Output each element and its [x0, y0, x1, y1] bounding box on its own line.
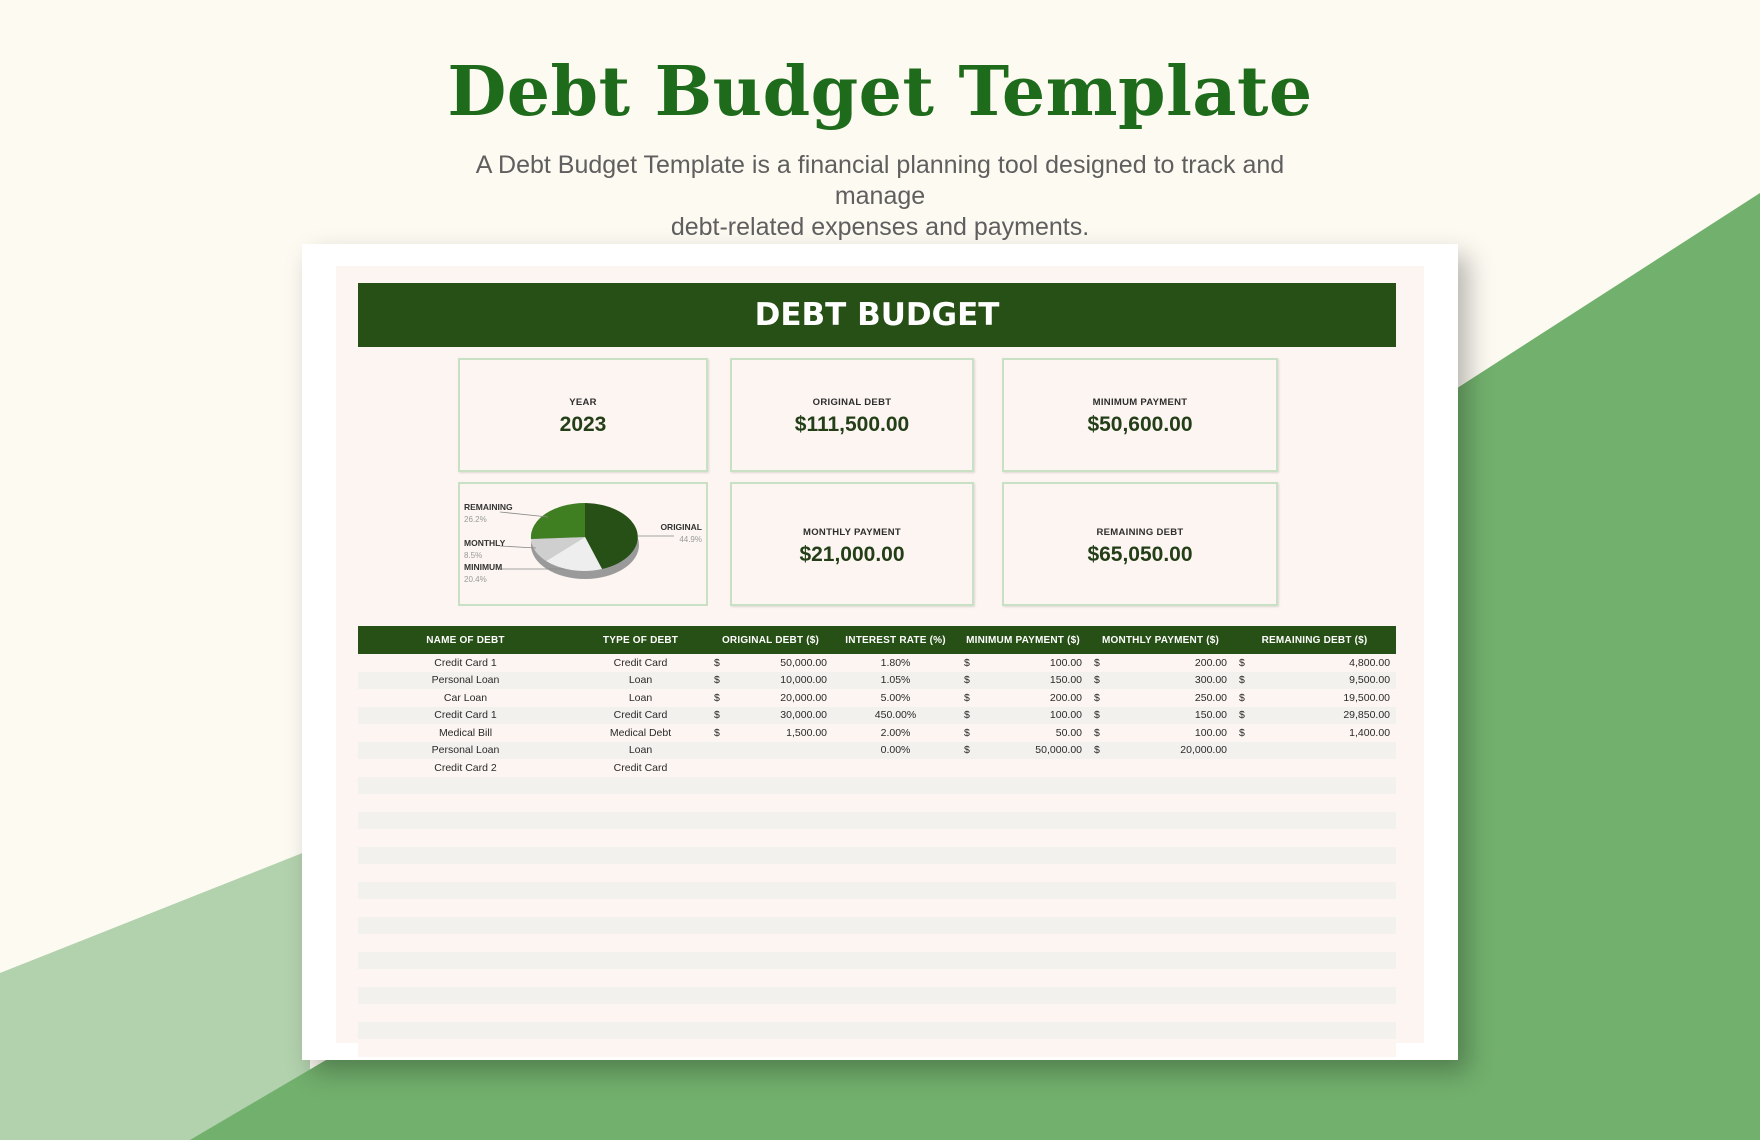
cell-currency: [708, 742, 738, 760]
empty-table-row: [358, 794, 1396, 812]
cell-currency: $: [708, 707, 738, 725]
monthly-payment-value: $21,000.00: [799, 543, 905, 566]
empty-cell: [358, 899, 1396, 917]
cell-monthly-payment: [1118, 759, 1233, 777]
header-monthly-payment: MONTHLY PAYMENT ($): [1088, 626, 1233, 654]
table-row: [358, 724, 1396, 742]
cell-name: Credit Card 2: [358, 759, 573, 777]
empty-cell: [358, 1022, 1396, 1040]
cell-currency: $: [1088, 742, 1118, 760]
cell-monthly-payment: 200.00: [1118, 654, 1233, 672]
cell-name: Personal Loan: [358, 742, 573, 760]
empty-table-row: [358, 899, 1396, 917]
table-row: [358, 654, 1396, 672]
table-row: [358, 742, 1396, 760]
empty-cell: [358, 934, 1396, 952]
cell-original-debt: 50,000.00: [738, 654, 833, 672]
pie-pct-minimum: 20.4%: [464, 575, 487, 584]
pie-pct-original: 44.9%: [679, 535, 702, 544]
cell-remaining-debt: 1,400.00: [1263, 724, 1396, 742]
cell-currency: $: [1233, 707, 1263, 725]
cell-remaining-debt: 9,500.00: [1263, 672, 1396, 690]
page-title: Debt Budget Template: [447, 52, 1313, 132]
cell-remaining-debt: [1263, 742, 1396, 760]
debt-budget-banner: DEBT BUDGET: [358, 283, 1396, 347]
table-row: [358, 707, 1396, 725]
empty-table-row: [358, 812, 1396, 830]
cell-currency: $: [1233, 724, 1263, 742]
pie-pct-remaining: 26.2%: [464, 515, 487, 524]
pie-chart: [460, 484, 710, 608]
empty-cell: [358, 917, 1396, 935]
cell-currency: $: [1088, 689, 1118, 707]
minimum-payment-label: MINIMUM PAYMENT: [1092, 397, 1188, 408]
pie-slice-remaining: [531, 503, 585, 539]
empty-cell: [358, 829, 1396, 847]
empty-table-row: [358, 969, 1396, 987]
empty-table-row: [358, 934, 1396, 952]
cell-name: Credit Card 1: [358, 654, 573, 672]
pie-label-original: ORIGINAL: [660, 522, 702, 532]
empty-cell: [358, 987, 1396, 1005]
page-subtitle: [430, 150, 1330, 243]
spreadsheet-preview: [302, 244, 1458, 1060]
cell-minimum-payment: 100.00: [988, 654, 1088, 672]
empty-cell: [358, 847, 1396, 865]
original-debt-value: $111,500.00: [794, 413, 910, 436]
debt-table: [358, 626, 1396, 1057]
cell-type: Credit Card: [573, 759, 708, 777]
pie-pct-monthly: 8.5%: [464, 551, 483, 560]
cell-currency: $: [1088, 654, 1118, 672]
year-card: [458, 358, 708, 472]
empty-cell: [358, 864, 1396, 882]
cell-interest-rate: 2.00%: [833, 724, 958, 742]
cell-currency: [708, 759, 738, 777]
header-remaining-debt: REMAINING DEBT ($): [1233, 626, 1396, 654]
cell-remaining-debt: 19,500.00: [1263, 689, 1396, 707]
table-row: [358, 759, 1396, 777]
remaining-debt-value: $65,050.00: [1087, 543, 1193, 566]
table-row: [358, 672, 1396, 690]
cell-monthly-payment: 300.00: [1118, 672, 1233, 690]
cell-minimum-payment: [988, 759, 1088, 777]
cell-type: Credit Card: [573, 707, 708, 725]
empty-cell: [358, 794, 1396, 812]
original-debt-card: [730, 358, 974, 472]
cell-currency: $: [1233, 672, 1263, 690]
cell-monthly-payment: 100.00: [1118, 724, 1233, 742]
year-label: YEAR: [569, 397, 597, 408]
table-header-row: [358, 626, 1396, 654]
header-type-of-debt: TYPE OF DEBT: [573, 626, 708, 654]
remaining-debt-label: REMAINING DEBT: [1096, 527, 1184, 538]
empty-cell: [358, 882, 1396, 900]
pie-chart-card: [458, 482, 708, 606]
empty-table-row: [358, 1022, 1396, 1040]
cell-currency: [958, 759, 988, 777]
pie-label-remaining: REMAINING: [464, 502, 513, 512]
cell-original-debt: 10,000.00: [738, 672, 833, 690]
empty-table-row: [358, 847, 1396, 865]
empty-table-row: [358, 917, 1396, 935]
header-original-debt: ORIGINAL DEBT ($): [708, 626, 833, 654]
light-green-band: [0, 850, 310, 1140]
header-minimum-payment: MINIMUM PAYMENT ($): [958, 626, 1088, 654]
cell-name: Credit Card 1: [358, 707, 573, 725]
cell-type: Loan: [573, 689, 708, 707]
empty-table-row: [358, 864, 1396, 882]
cell-monthly-payment: 20,000.00: [1118, 742, 1233, 760]
subtitle-line-2: debt-related expenses and payments.: [670, 213, 1090, 241]
cell-minimum-payment: 150.00: [988, 672, 1088, 690]
cell-currency: $: [708, 654, 738, 672]
cell-monthly-payment: 150.00: [1118, 707, 1233, 725]
empty-cell: [358, 777, 1396, 795]
empty-table-row: [358, 952, 1396, 970]
cell-currency: [1233, 759, 1263, 777]
empty-table-row: [358, 1039, 1396, 1057]
pie-label-monthly: MONTHLY: [464, 538, 506, 548]
cell-type: Credit Card: [573, 654, 708, 672]
cell-currency: $: [958, 724, 988, 742]
cell-type: Loan: [573, 672, 708, 690]
cell-currency: [1088, 759, 1118, 777]
leader-remaining: [500, 512, 548, 517]
cell-interest-rate: 0.00%: [833, 742, 958, 760]
cell-currency: $: [1233, 654, 1263, 672]
cell-currency: $: [1088, 672, 1118, 690]
original-debt-label: ORIGINAL DEBT: [812, 397, 892, 408]
cell-currency: $: [958, 654, 988, 672]
monthly-payment-card: [730, 482, 974, 606]
cell-name: Medical Bill: [358, 724, 573, 742]
cell-original-debt: [738, 742, 833, 760]
cell-minimum-payment: 100.00: [988, 707, 1088, 725]
header-interest-rate: INTEREST RATE (%): [833, 626, 958, 654]
cell-currency: $: [708, 724, 738, 742]
cell-name: Personal Loan: [358, 672, 573, 690]
debt-table-body: [358, 654, 1396, 1057]
cell-remaining-debt: [1263, 759, 1396, 777]
cell-type: Loan: [573, 742, 708, 760]
cell-minimum-payment: 50.00: [988, 724, 1088, 742]
cell-monthly-payment: 250.00: [1118, 689, 1233, 707]
empty-table-row: [358, 987, 1396, 1005]
cell-remaining-debt: 29,850.00: [1263, 707, 1396, 725]
cell-name: Car Loan: [358, 689, 573, 707]
pie-label-minimum: MINIMUM: [464, 562, 503, 572]
remaining-debt-card: [1002, 482, 1278, 606]
empty-table-row: [358, 882, 1396, 900]
cell-currency: $: [958, 672, 988, 690]
table-row: [358, 689, 1396, 707]
empty-cell: [358, 1039, 1396, 1057]
cell-original-debt: [738, 759, 833, 777]
cell-currency: $: [958, 707, 988, 725]
cell-original-debt: 30,000.00: [738, 707, 833, 725]
cell-currency: $: [958, 742, 988, 760]
year-value: 2023: [559, 413, 607, 436]
empty-table-row: [358, 1004, 1396, 1022]
header-name-of-debt: NAME OF DEBT: [358, 626, 573, 654]
empty-table-row: [358, 777, 1396, 795]
empty-table-row: [358, 829, 1396, 847]
empty-cell: [358, 969, 1396, 987]
empty-cell: [358, 812, 1396, 830]
cell-interest-rate: 5.00%: [833, 689, 958, 707]
cell-remaining-debt: 4,800.00: [1263, 654, 1396, 672]
cell-currency: $: [958, 689, 988, 707]
cell-minimum-payment: 50,000.00: [988, 742, 1088, 760]
sheet-content: [336, 266, 1424, 1043]
subtitle-line-1: A Debt Budget Template is a financial planning tool designed to track and manage: [475, 151, 1285, 210]
cell-currency: $: [708, 672, 738, 690]
cell-interest-rate: 1.80%: [833, 654, 958, 672]
cell-type: Medical Debt: [573, 724, 708, 742]
cell-currency: $: [1088, 707, 1118, 725]
empty-cell: [358, 952, 1396, 970]
cell-original-debt: 20,000.00: [738, 689, 833, 707]
cell-currency: $: [1233, 689, 1263, 707]
cell-interest-rate: 1.05%: [833, 672, 958, 690]
monthly-payment-label: MONTHLY PAYMENT: [803, 527, 901, 538]
cell-interest-rate: 450.00%: [833, 707, 958, 725]
cell-currency: $: [1088, 724, 1118, 742]
minimum-payment-value: $50,600.00: [1087, 413, 1193, 436]
cell-minimum-payment: 200.00: [988, 689, 1088, 707]
cell-interest-rate: [833, 759, 958, 777]
cell-currency: $: [708, 689, 738, 707]
minimum-payment-card: [1002, 358, 1278, 472]
cell-original-debt: 1,500.00: [738, 724, 833, 742]
leader-monthly: [500, 546, 536, 548]
cell-currency: [1233, 742, 1263, 760]
empty-cell: [358, 1004, 1396, 1022]
